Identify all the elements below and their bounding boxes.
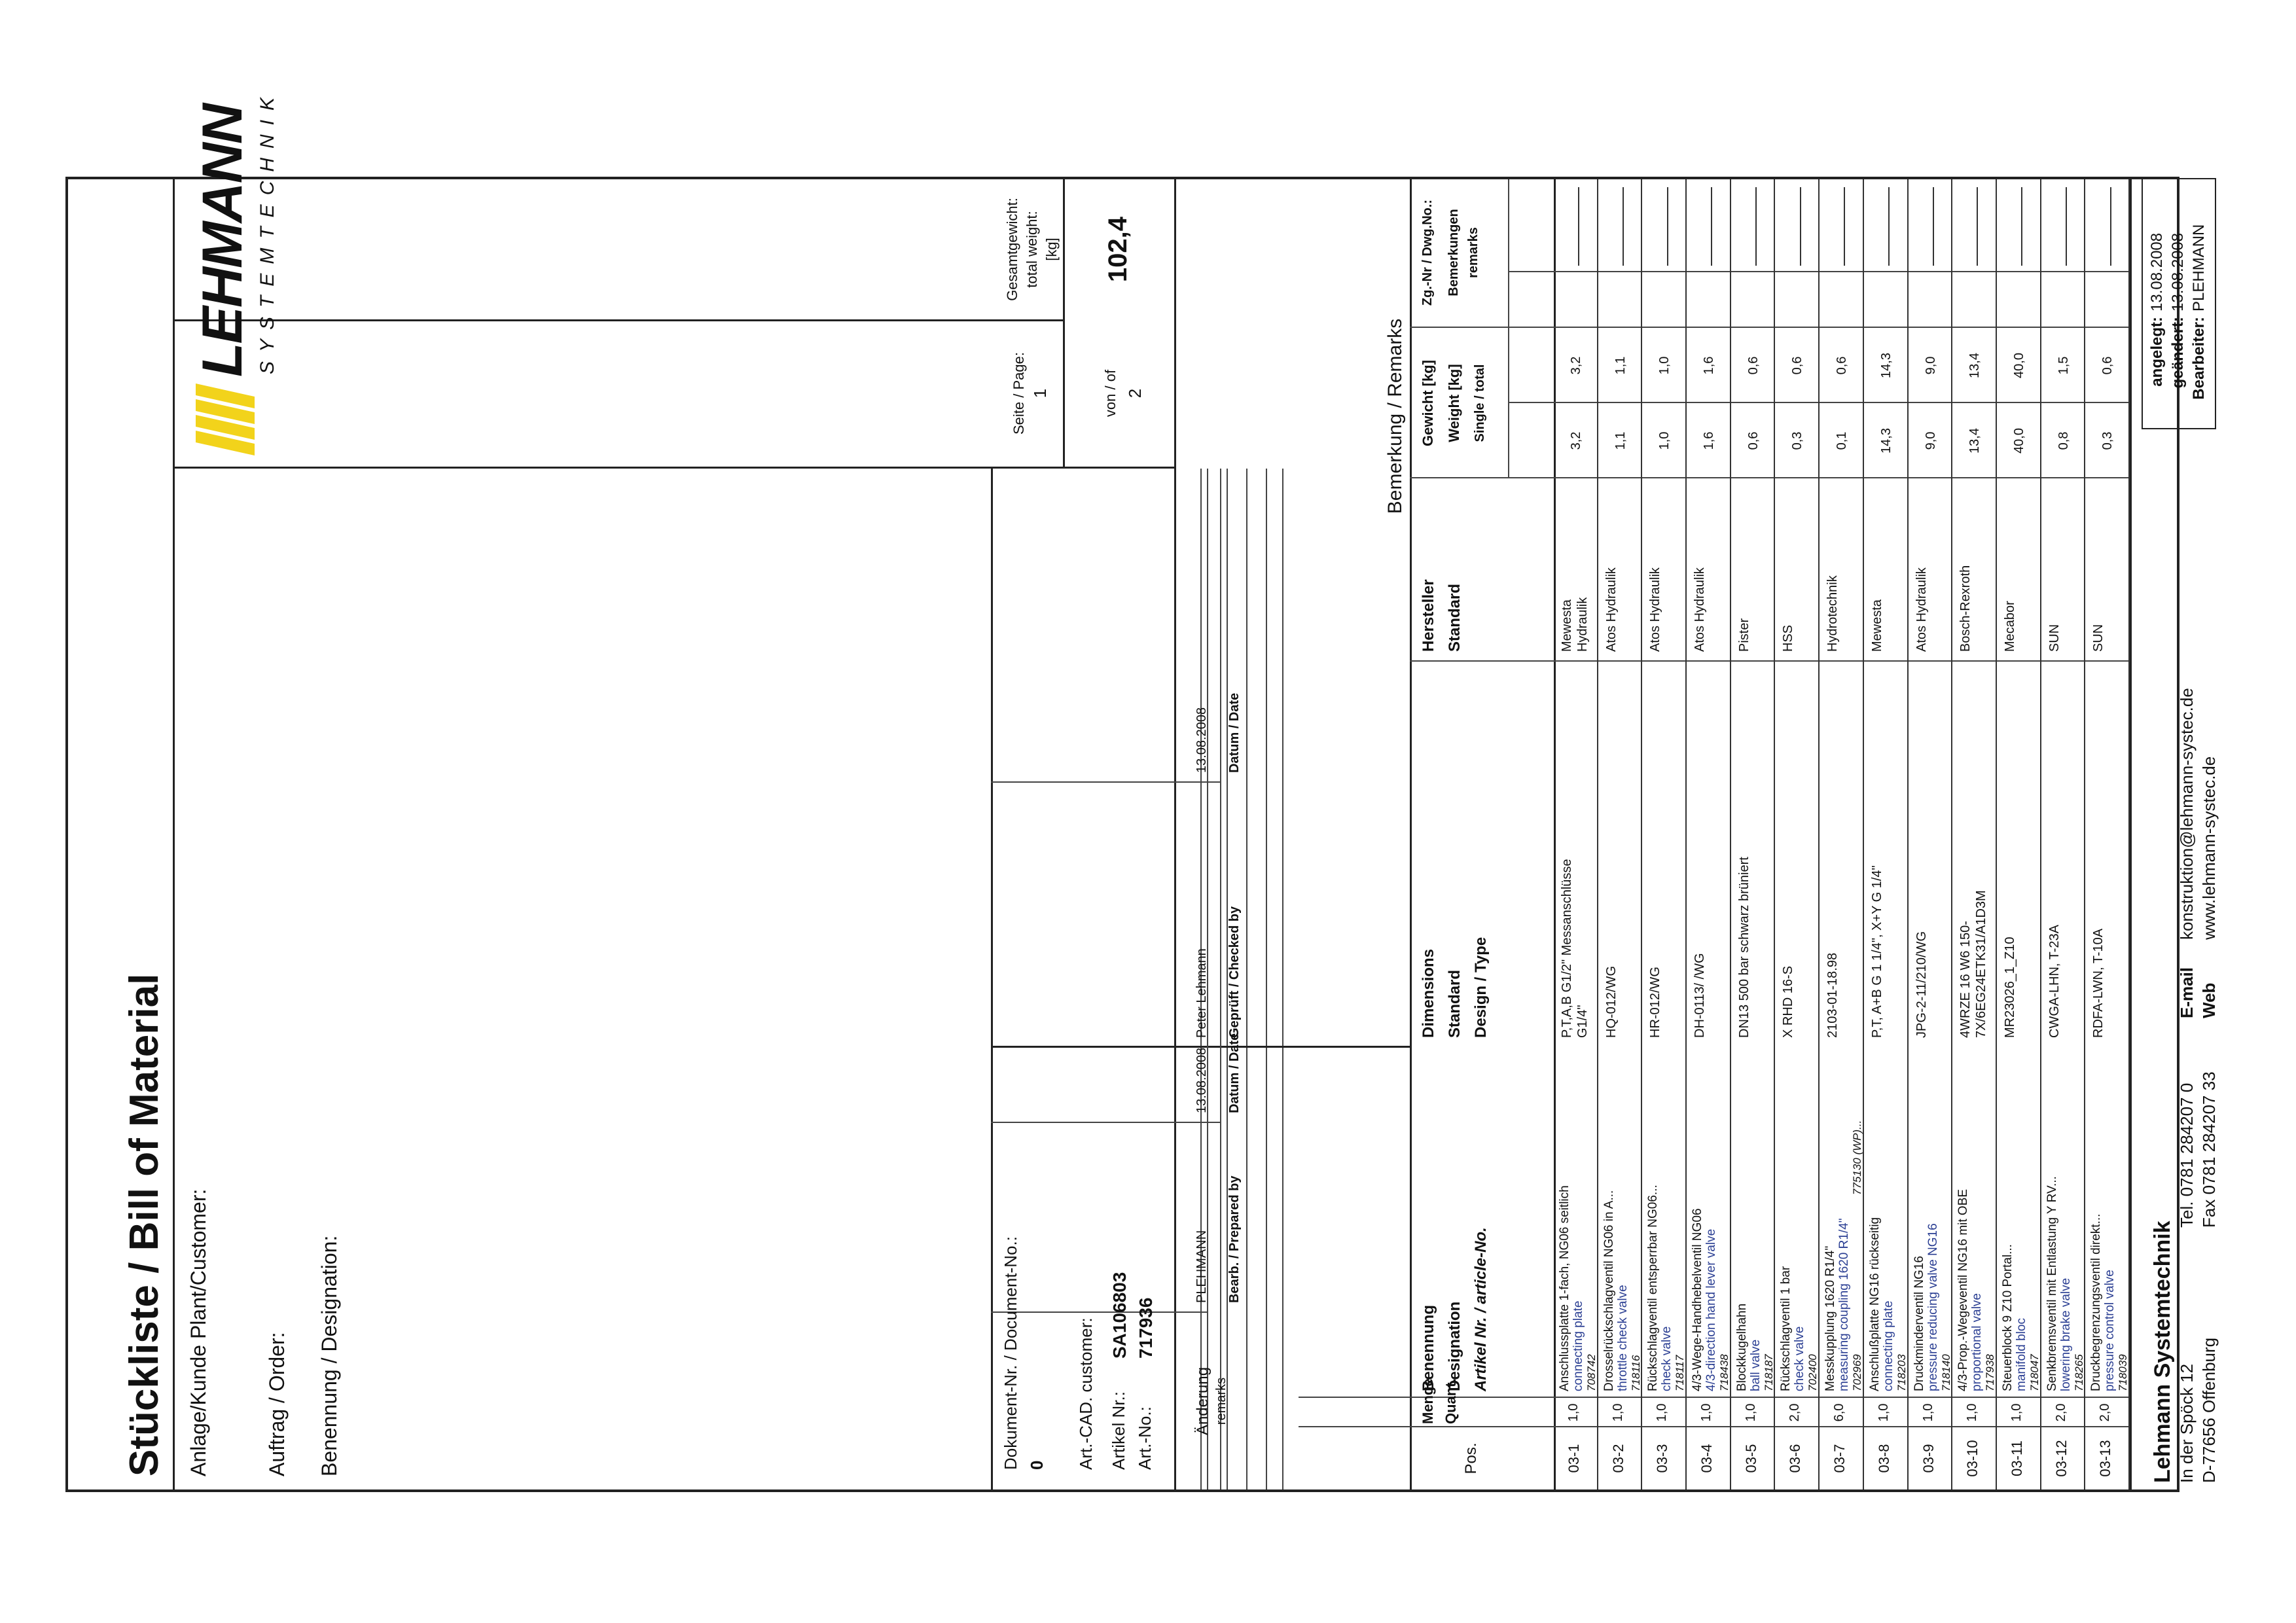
dimensions-line-1: DH-0113/ /WG xyxy=(1693,953,1708,1038)
weight-label-2: total weight: xyxy=(1024,211,1040,288)
table-row xyxy=(1909,179,1953,1489)
manufacturer-line-1: Atos Hydraulik xyxy=(1914,567,1929,652)
logo-subtitle: SYSTEMTECHNIK xyxy=(257,88,278,374)
designation-de: Senkbremsventil mit Entlastung Y RV... xyxy=(2045,1176,2059,1391)
weight-single: 40,0 xyxy=(2011,428,2026,454)
order-label: Auftrag / Order: xyxy=(265,1332,289,1476)
col-standard: Standard xyxy=(1446,969,1463,1038)
changed-date: 13.08.2008 xyxy=(2169,232,2187,312)
qty-cell: 2,0 xyxy=(1787,1403,1803,1422)
designation-de: 4/3-Prop.-Wegeventil NG16 mit OBE xyxy=(1956,1188,1971,1391)
artno-value: 717936 xyxy=(1136,1297,1156,1359)
weight-total: 1,5 xyxy=(2056,356,2071,375)
prepared-name: PLEHMANN xyxy=(1194,1230,1209,1303)
total-weight: 102,4 xyxy=(1103,216,1132,283)
designation-en: connecting plate xyxy=(1571,1300,1585,1391)
footer-web[interactable]: www.lehmann-systec.de xyxy=(2199,756,2219,940)
article-no: 718116 xyxy=(1629,1355,1642,1391)
prepared-date-label: Datum / Date xyxy=(1227,1033,1242,1113)
col-single-total: Single / total xyxy=(1473,364,1487,442)
manufacturer-line-2: Hydraulik xyxy=(1575,597,1590,652)
article-no: 718039 xyxy=(2117,1354,2130,1391)
manufacturer-line-1: Pister xyxy=(1736,618,1751,652)
remarks-underline xyxy=(1578,187,1579,266)
designation-en: check valve xyxy=(1660,1326,1674,1391)
footer-stamp-box xyxy=(2142,178,2216,429)
qty-cell: 1,0 xyxy=(1876,1403,1891,1422)
dimensions-line-2: G1/4" xyxy=(1575,1005,1590,1038)
footer-tel: Tel. 0781 284207 0 xyxy=(2177,1082,2197,1228)
col-designation: Designation xyxy=(1446,1301,1463,1391)
table-row xyxy=(2085,179,2130,1489)
remarks-underline xyxy=(1711,187,1712,266)
prepared-label: Bearb. / Prepared by xyxy=(1227,1175,1242,1303)
remarks-underline xyxy=(1800,187,1801,266)
table-row xyxy=(1864,179,1909,1489)
artcad-label: Art.-CAD. customer: xyxy=(1076,1317,1096,1470)
article-no: 702400 xyxy=(1806,1354,1820,1391)
weight-total: 0,6 xyxy=(1746,356,1761,375)
dimensions-line-1: CWGA-LHN, T-23A xyxy=(2047,925,2062,1038)
table-row xyxy=(1952,179,1997,1489)
checked-date: 13.08.2008 xyxy=(1194,707,1209,773)
checked-name: Peter Lehmann xyxy=(1194,948,1209,1038)
remarks-underline xyxy=(1623,187,1624,266)
designation-de: Anschlußplatte NG16 rückseitig xyxy=(1867,1217,1882,1391)
designation-de: 4/3-Wege-Handhebelventil NG06 xyxy=(1691,1208,1705,1391)
qty-cell: 1,0 xyxy=(1699,1403,1714,1422)
manufacturer-line-1: Atos Hydraulik xyxy=(1604,567,1619,652)
qty-cell: 1,0 xyxy=(1566,1403,1581,1422)
weight-total: 13,4 xyxy=(1967,353,1982,378)
pos-cell: 03-5 xyxy=(1742,1444,1759,1473)
page-value: 1 xyxy=(1030,388,1050,399)
col-benennung: Benennung xyxy=(1420,1305,1437,1391)
weight-total: 14,3 xyxy=(1878,353,1893,378)
manufacturer-line-1: SUN xyxy=(2091,624,2106,652)
dimensions-line-1: P,T, A+B G 1 1/4", X+Y G 1/4" xyxy=(1869,865,1884,1038)
designation-de: Steuerblock 9 Z10 Portal... xyxy=(2000,1244,2015,1391)
weight-single: 9,0 xyxy=(1923,431,1938,450)
col-quant: Quant. xyxy=(1443,1378,1459,1424)
qty-cell: 6,0 xyxy=(1832,1403,1847,1422)
article-no: 718265 xyxy=(2072,1354,2085,1391)
logo-stripes-icon xyxy=(196,383,255,455)
remarks-underline xyxy=(1933,187,1934,266)
remarks-underline xyxy=(2110,187,2111,266)
dimensions-line-1: HR-012/WG xyxy=(1648,967,1663,1038)
dimensions-line-1: 2103-01-18.98 xyxy=(1825,952,1840,1038)
designation-en: throttle check valve xyxy=(1615,1285,1630,1391)
weight-single: 1,1 xyxy=(1613,431,1628,450)
aenderung-label: Änderung xyxy=(1194,1366,1211,1436)
qty-cell: 1,0 xyxy=(1743,1403,1758,1422)
manufacturer-line-1: Mewesta xyxy=(1560,599,1574,652)
manufacturer-line-1: Atos Hydraulik xyxy=(1648,567,1663,652)
dimensions-line-1: HQ-012/WG xyxy=(1604,965,1619,1038)
editor-label: Bearbeiter: xyxy=(2190,317,2208,400)
article-no: 702969 xyxy=(1851,1354,1864,1391)
weight-single: 0,3 xyxy=(2100,431,2115,450)
pos-cell: 03-10 xyxy=(1964,1440,1981,1477)
created-label: angelegt: xyxy=(2148,317,2166,387)
weight-single: 3,2 xyxy=(1569,431,1583,450)
pos-cell: 03-2 xyxy=(1609,1444,1626,1473)
designation-de: Rückschlagventil 1 bar xyxy=(1779,1266,1793,1391)
qty-cell: 2,0 xyxy=(2098,1403,2113,1422)
dimensions-line-1: P,T,A,B G1/2" Messanschlüsse xyxy=(1560,859,1574,1038)
pos-cell: 03-3 xyxy=(1654,1444,1671,1473)
pos-cell: 03-7 xyxy=(1831,1444,1848,1473)
of-label: von / of xyxy=(1102,369,1119,418)
table-row xyxy=(1554,179,1598,1489)
weight-single: 13,4 xyxy=(1967,428,1982,454)
pos-cell: 03-12 xyxy=(2053,1440,2070,1477)
designation-en: 4/3-direction hand lever valve xyxy=(1704,1228,1719,1391)
footer-web-label: Web xyxy=(2199,982,2219,1018)
manufacturer-line-1: Bosch-Rexroth xyxy=(1958,565,1973,652)
bom-rows xyxy=(1554,179,2130,1489)
article-no: 708742 xyxy=(1585,1354,1598,1391)
weight-single: 0,6 xyxy=(1746,431,1761,450)
weight-single: 1,6 xyxy=(1702,431,1717,450)
col-design: Design / Type xyxy=(1472,936,1490,1038)
manufacturer-line-1: Mewesta xyxy=(1869,599,1884,652)
footer-city: D-77656 Offenburg xyxy=(2199,1337,2219,1483)
qty-cell: 1,0 xyxy=(1965,1403,1980,1422)
prepared-date: 13.08.2008 xyxy=(1194,1047,1209,1113)
weight-total: 1,0 xyxy=(1657,356,1672,375)
weight-total: 0,6 xyxy=(1790,356,1805,375)
dimensions-line-1: RDFA-LWN, T-10A xyxy=(2091,928,2106,1038)
col-pos: Pos. xyxy=(1462,1442,1480,1474)
logo-name: LEHMANN xyxy=(191,105,254,377)
dimensions-line-1: 4WRZE 16 W6 150- xyxy=(1958,921,1973,1038)
remarks-underline xyxy=(1977,187,1978,266)
artikel-label: Artikel Nr.: xyxy=(1109,1391,1128,1470)
dimensions-line-1: DN13 500 bar schwarz brüniert xyxy=(1736,857,1751,1038)
changed-label: geändert: xyxy=(2169,317,2187,389)
artno-label: Art.-No.: xyxy=(1135,1406,1155,1470)
qty-cell: 1,0 xyxy=(1610,1403,1625,1422)
pos-cell: 03-1 xyxy=(1566,1444,1582,1473)
checked-label: Geprüft / Checked by xyxy=(1227,906,1242,1038)
pos-cell: 03-13 xyxy=(2097,1440,2114,1477)
designation-de: Messkupplung 1620 R1/4" xyxy=(1823,1245,1838,1391)
manufacturer-line-1: HSS xyxy=(1781,624,1796,652)
remarks-underline xyxy=(1667,187,1668,266)
article-no: 717938 xyxy=(1984,1354,1997,1391)
qty-cell: 2,0 xyxy=(2053,1403,2068,1422)
article-no: 718187 xyxy=(1762,1354,1775,1391)
pos-cell: 03-8 xyxy=(1875,1444,1892,1473)
weight-single: 0,3 xyxy=(1790,431,1805,450)
qty-cell: 1,0 xyxy=(1655,1403,1670,1422)
weight-unit: [kg] xyxy=(1043,238,1060,261)
weight-single: 1,0 xyxy=(1657,431,1672,450)
col-weight: Weight [kg] xyxy=(1446,364,1462,442)
col-gewicht: Gewicht [kg] xyxy=(1420,360,1436,447)
designation-en: pressure reducing valve NG16 xyxy=(1926,1223,1940,1391)
article-no: 718140 xyxy=(1939,1354,1952,1391)
remarks-underline xyxy=(1755,187,1757,266)
designation-en: lowering brake valve xyxy=(2058,1277,2073,1391)
bom-sheet xyxy=(65,88,2219,1492)
table-row xyxy=(1731,179,1776,1489)
docnr-value: 0 xyxy=(1027,1460,1047,1470)
designation-de: Druckminderventil NG16 xyxy=(1912,1256,1926,1391)
checked-date-label: Datum / Date xyxy=(1227,692,1242,773)
editor-name: PLEHMANN xyxy=(2190,224,2208,312)
pos-cell: 03-4 xyxy=(1698,1444,1715,1473)
weight-total: 1,6 xyxy=(1702,356,1717,375)
weight-total: 1,1 xyxy=(1613,356,1628,375)
designation-en: check valve xyxy=(1793,1326,1807,1391)
remarks-underline xyxy=(1844,187,1845,266)
designation-de: Blockkugelhahn xyxy=(1734,1303,1749,1391)
designation-de: Rückschlagventil entsperrbar NG06... xyxy=(1646,1185,1660,1391)
docnr-label: Dokument-Nr. / Document-No.: xyxy=(1001,1236,1020,1470)
artikel-value: SA106803 xyxy=(1109,1272,1130,1359)
table-row xyxy=(1642,179,1687,1489)
table-row xyxy=(1775,179,1820,1489)
manufacturer-line-1: SUN xyxy=(2047,624,2062,652)
remarks-underline xyxy=(1888,187,1890,266)
designation-en: measuring coupling 1620 R1/4" xyxy=(1837,1218,1852,1391)
col-standard-2: Standard xyxy=(1446,583,1463,652)
designation-de: Drosselrückschlagventil NG06 in A... xyxy=(1602,1190,1616,1391)
table-row xyxy=(1598,179,1643,1489)
weight-total: 40,0 xyxy=(2011,353,2026,378)
designation-en: proportional valve xyxy=(1970,1293,1984,1391)
table-row xyxy=(1820,179,1864,1489)
remarks-underline xyxy=(2066,187,2067,266)
page-title: Stückliste / Bill of Material xyxy=(122,973,167,1476)
article-no-2: 775130 (WP)... xyxy=(1851,1120,1864,1195)
qty-cell: 1,0 xyxy=(2009,1403,2024,1422)
manufacturer-line-1: Atos Hydraulik xyxy=(1693,567,1708,652)
designation-en: connecting plate xyxy=(1881,1300,1895,1391)
col-zg: Zg.-Nr / Dwg.No.: xyxy=(1420,199,1435,306)
of-value: 2 xyxy=(1125,388,1145,399)
col-artikel: Artikel Nr. / article-No. xyxy=(1472,1227,1490,1391)
weight-label-1: Gesamtgewicht: xyxy=(1004,198,1020,301)
page-label: Seite / Page: xyxy=(1011,352,1027,435)
col-dimensions: Dimensions xyxy=(1420,948,1437,1038)
dimensions-line-2: 7X/6EG24ETK31/A1D3M xyxy=(1974,890,1989,1038)
article-no: 718047 xyxy=(2028,1354,2041,1391)
footer-email[interactable]: konstruktion@lehmann-systec.de xyxy=(2177,688,2197,940)
weight-total: 3,2 xyxy=(1569,356,1583,375)
designation-label: Benennung / Designation: xyxy=(317,1235,341,1476)
article-no: 718117 xyxy=(1674,1355,1687,1391)
dimensions-line-1: MR23026_1_Z10 xyxy=(2002,936,2017,1038)
footer-street: In der Spöck 12 xyxy=(2177,1363,2197,1483)
remarks-group-header: Bemerkung / Remarks xyxy=(1384,318,1406,514)
designation-en: manifold bloc xyxy=(2014,1318,2028,1391)
designation-de: Anschlussplatte 1-fach, NG06 seitlich xyxy=(1558,1185,1571,1391)
col-remarks: remarks xyxy=(1466,227,1480,278)
plant-label: Anlage/Kunde Plant/Customer: xyxy=(187,1188,210,1476)
table-row xyxy=(1997,179,2041,1489)
col-hersteller: Hersteller xyxy=(1420,579,1437,652)
footer-email-label: E-mail xyxy=(2177,967,2197,1018)
manufacturer-line-1: Mecabor xyxy=(2002,601,2017,652)
weight-single: 0,1 xyxy=(1835,431,1850,450)
weight-total: 0,6 xyxy=(1835,356,1850,375)
footer-company: Lehmann Systemtechnik xyxy=(2150,1221,2175,1483)
dimensions-line-1: JPG-2-11/210/WG xyxy=(1914,931,1929,1038)
revisions-remarks-label: remarks xyxy=(1214,1377,1229,1425)
weight-single: 0,8 xyxy=(2056,431,2071,450)
weight-total: 0,6 xyxy=(2100,356,2115,375)
designation-de: Druckbegrenzungsventil direkt... xyxy=(2089,1213,2104,1391)
col-bemerkungen: Bemerkungen xyxy=(1446,209,1461,296)
manufacturer-line-1: Hydrotechnik xyxy=(1825,575,1840,652)
weight-single: 14,3 xyxy=(1878,428,1893,454)
col-menge: Menge xyxy=(1420,1378,1436,1424)
dimensions-line-1: X RHD 16-S xyxy=(1781,965,1796,1038)
table-row xyxy=(1687,179,1731,1489)
pos-cell: 03-11 xyxy=(2008,1440,2025,1476)
article-no: 718203 xyxy=(1895,1354,1908,1391)
qty-cell: 1,0 xyxy=(1920,1403,1935,1422)
table-row xyxy=(2041,179,2086,1489)
article-no: 718438 xyxy=(1718,1354,1731,1391)
remarks-underline xyxy=(2021,187,2022,266)
created-date: 13.08.2008 xyxy=(2148,232,2166,312)
footer-fax: Fax 0781 284207 33 xyxy=(2199,1071,2219,1228)
pos-cell: 03-9 xyxy=(1920,1444,1937,1473)
designation-en: ball valve xyxy=(1748,1339,1763,1391)
weight-total: 9,0 xyxy=(1923,356,1938,375)
lehmann-logo xyxy=(183,88,346,455)
pos-cell: 03-6 xyxy=(1787,1444,1804,1473)
designation-en: pressure control valve xyxy=(2103,1270,2117,1391)
